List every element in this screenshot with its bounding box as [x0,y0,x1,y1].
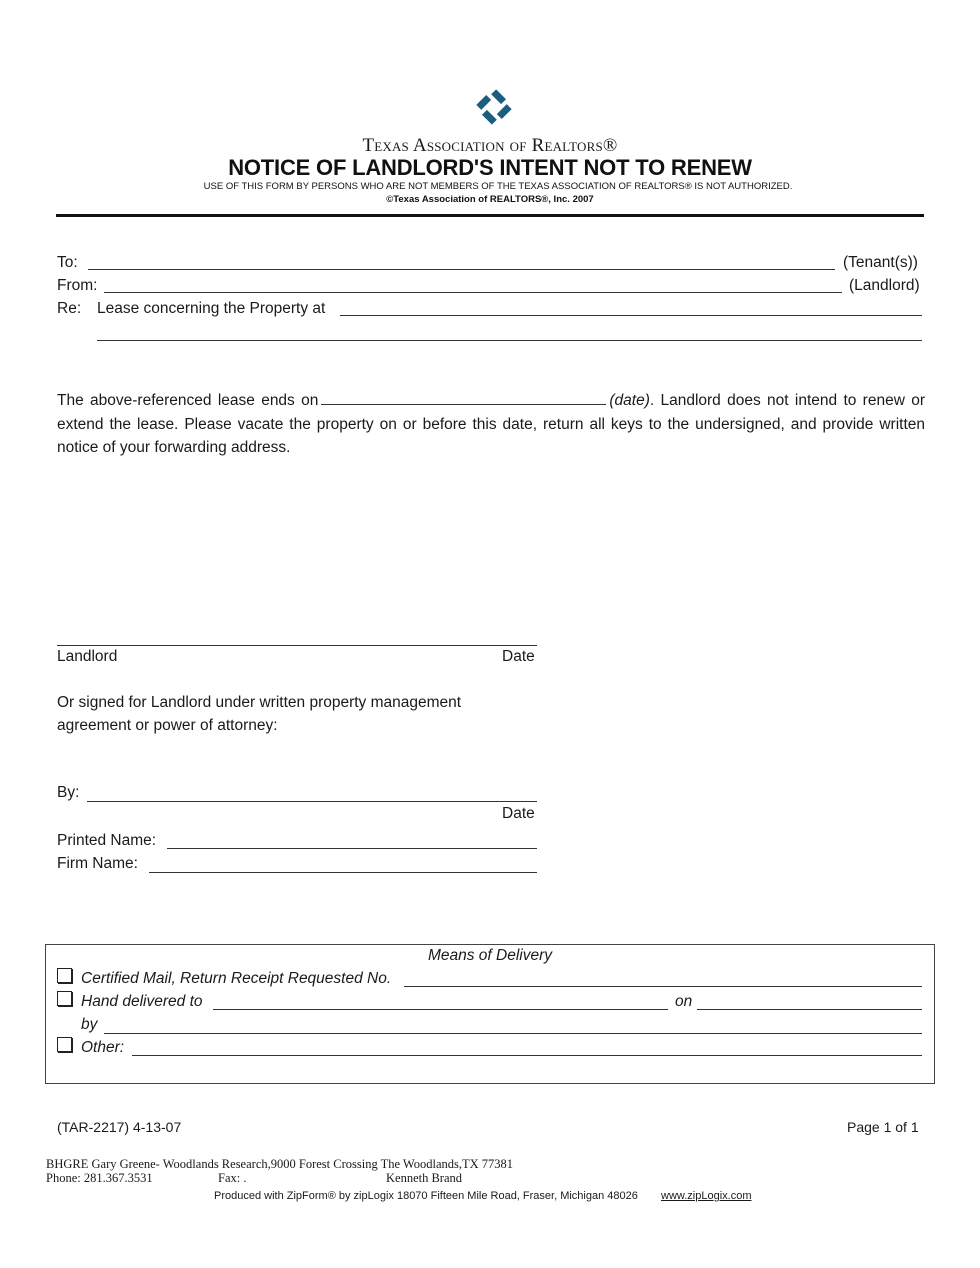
form-title: NOTICE OF LANDLORD'S INTENT NOT TO RENEW [228,155,752,180]
certified-mail-label: Certified Mail, Return Receipt Requested No. [81,970,392,987]
property-address-line-2[interactable] [97,325,922,341]
firm-name-label: Firm Name: [57,855,138,872]
landlord-label: Landlord [57,648,118,665]
to-label: To: [57,254,78,271]
notice-paragraph [57,389,925,460]
other-delivery-checkbox[interactable] [57,1037,72,1052]
agent-text-line-2: agreement or power of attorney: [57,717,278,734]
hand-delivered-checkbox[interactable] [57,991,72,1006]
from-field[interactable] [104,277,842,293]
delivered-by-field[interactable] [104,1019,922,1034]
hand-delivered-date-field[interactable] [697,995,922,1010]
printed-name-label: Printed Name: [57,832,157,849]
notice-part-1: The above-referenced lease ends on [57,392,319,409]
delivery-title: Means of Delivery [427,947,553,964]
agent-text-line-1: Or signed for Landlord under written property management [57,694,462,711]
re-label: Re: [57,300,82,317]
organization-name: Texas Association of Realtors® [362,135,618,156]
other-delivery-field[interactable] [132,1041,922,1056]
landlord-suffix: (Landlord) [849,277,920,294]
to-field[interactable] [88,254,835,270]
ziplogix-link[interactable]: www.zipLogix.com [661,1190,752,1202]
firm-name-field[interactable] [149,857,537,873]
notice-part-2: . Landlord does not intend to renew or extend the lease. Please vacate the property on or before this date, return all keys to the undersigned, and provide written notice of your forwarding address. [57,392,925,456]
other-label: Other: [81,1039,125,1056]
by-signature-field[interactable] [87,786,537,802]
broker-phone: Phone: 281.367.3531 [46,1171,153,1185]
certified-number-field[interactable] [404,972,922,987]
header-divider [56,214,924,217]
copyright-notice: ©Texas Association of REALTORS®, Inc. 2007 [386,194,594,205]
by-delivery-label: by [81,1016,98,1033]
page-indicator: Page 1 of 1 [847,1119,919,1135]
on-label: on [675,993,693,1010]
agent-name: Kenneth Brand [386,1171,463,1185]
form-code: (TAR-2217) 4-13-07 [57,1119,182,1135]
date-hint: (date) [609,392,650,409]
tar-logo-icon [474,87,514,127]
property-address-line-1[interactable] [340,300,922,316]
from-label: From: [57,277,98,294]
lease-end-date-field[interactable] [321,390,606,405]
produced-by: Produced with ZipForm® by zipLogix 18070 Fifteen Mile Road, Fraser, Michigan 48026 [214,1190,638,1202]
broker-line: BHGRE Gary Greene- Woodlands Research,9000 Forest Crossing The Woodlands,TX 77381 [46,1157,514,1171]
by-date-label: Date [502,805,535,822]
landlord-signature-line[interactable] [57,630,537,646]
usage-warning: USE OF THIS FORM BY PERSONS WHO ARE NOT MEMBERS OF THE TEXAS ASSOCIATION OF REALTORS® IS NOT AUTHORIZED. [203,181,793,192]
printed-name-field[interactable] [167,833,537,849]
means-of-delivery-box [45,944,935,1084]
landlord-date-label: Date [502,648,535,665]
certified-mail-checkbox[interactable] [57,968,72,983]
tenant-suffix: (Tenant(s)) [843,254,918,271]
hand-delivered-to-field[interactable] [213,995,668,1010]
broker-fax: Fax: . [218,1171,247,1185]
hand-delivered-label: Hand delivered to [81,993,203,1010]
re-text: Lease concerning the Property at [97,300,326,317]
by-label: By: [57,784,80,801]
